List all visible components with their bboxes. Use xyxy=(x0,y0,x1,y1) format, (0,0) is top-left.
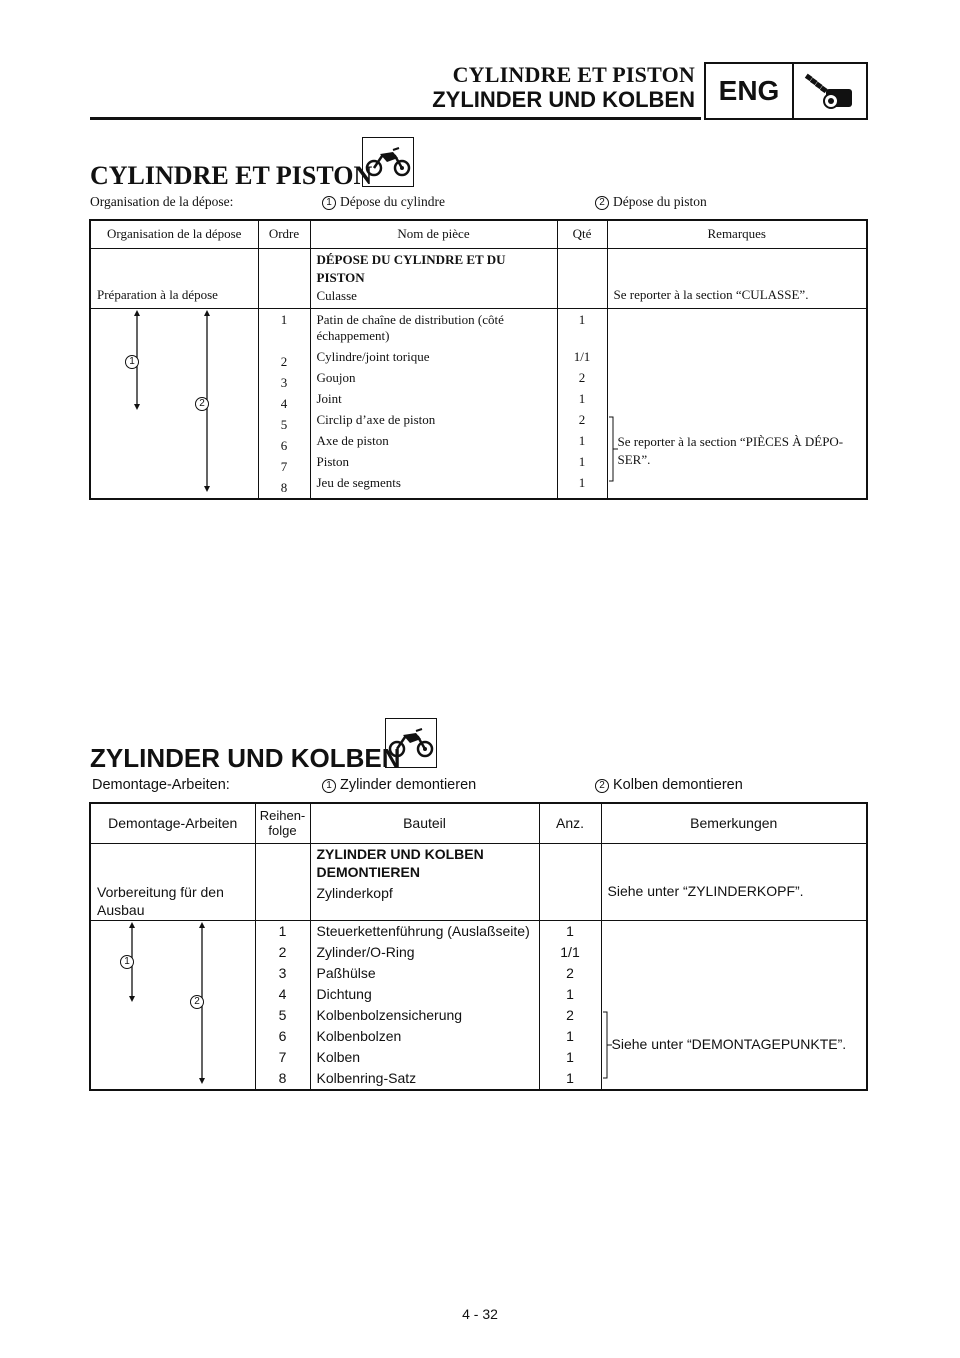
order-number: 1 xyxy=(280,311,288,327)
order-number: 5 xyxy=(278,1006,287,1023)
col-header-line: Reihen- xyxy=(259,808,306,824)
motorcycle-icon xyxy=(385,718,437,768)
qty-col xyxy=(539,920,601,1090)
part-name: Paßhülse xyxy=(316,964,376,981)
step-marker: 1 xyxy=(120,955,134,969)
org-step2-text: Kolben demontieren xyxy=(613,777,743,793)
order-number: 2 xyxy=(280,353,288,369)
col-header: Anz. xyxy=(539,803,601,843)
order-col xyxy=(255,920,310,1090)
step-arrows-cell xyxy=(90,920,255,1090)
part-name: Kolbenbolzensicherung xyxy=(316,1006,463,1023)
step-marker: 1 xyxy=(322,196,336,210)
order-col xyxy=(258,308,310,499)
part-name: Circlip d’axe de piston xyxy=(316,411,436,427)
page-number: 4 - 32 xyxy=(462,1306,498,1322)
org-step2-de xyxy=(595,777,743,793)
bracket-remark: Siehe unter “DEMONTAGEPUNKTE”. xyxy=(611,1035,847,1052)
quantity: 2 xyxy=(578,411,586,427)
prep-part-cell xyxy=(310,843,539,920)
remarks-col xyxy=(607,308,867,499)
section-title-fr: CYLINDRE ET PISTON xyxy=(90,161,373,190)
remark-bracket xyxy=(602,921,622,1089)
table-row-group xyxy=(90,920,867,1090)
col-header: Bauteil xyxy=(310,803,539,843)
step-marker: 2 xyxy=(595,779,609,793)
prep-label: Préparation à la dépose xyxy=(97,286,218,302)
part-name: Kolbenring-Satz xyxy=(316,1069,417,1086)
prep-part: Zylinderkopf xyxy=(316,884,393,901)
part-name: Axe de piston xyxy=(316,432,389,448)
quantity: 1 xyxy=(566,1069,574,1086)
col-header-line: folge xyxy=(268,823,297,839)
section-title-de: ZYLINDER UND KOLBEN xyxy=(90,743,401,773)
quantity: 1 xyxy=(566,985,574,1002)
prep-heading-line: PISTON xyxy=(316,269,365,285)
disassembly-table-de xyxy=(89,802,868,1091)
col-header xyxy=(255,803,310,843)
order-number: 8 xyxy=(278,1069,287,1086)
col-header: Qté xyxy=(557,220,607,248)
order-number: 4 xyxy=(280,395,288,411)
motorcycle-icon xyxy=(362,137,414,187)
quantity: 1/1 xyxy=(573,348,591,364)
header-title-fr: CYLINDRE ET PISTON xyxy=(452,62,695,87)
part-name: Jeu de segments xyxy=(316,474,401,490)
order-number: 6 xyxy=(280,437,288,453)
disassembly-table-fr xyxy=(89,219,868,500)
part-name: Steuerkettenführung (Auslaßseite) xyxy=(316,922,530,939)
remarks-col xyxy=(601,920,867,1090)
org-step1-de xyxy=(322,777,476,793)
order-number: 8 xyxy=(280,479,288,495)
order-number: 3 xyxy=(280,374,288,390)
org-step2-fr xyxy=(595,194,707,210)
step-arrows xyxy=(91,309,259,495)
section-badge xyxy=(704,62,868,120)
table-header-row xyxy=(90,803,867,843)
table-row xyxy=(90,843,867,920)
order-number: 7 xyxy=(280,458,288,474)
prep-heading-line: DÉPOSE DU CYLINDRE ET DU xyxy=(316,251,506,267)
prep-label-cell xyxy=(90,248,258,308)
table-header-row xyxy=(90,220,867,248)
part-name: Zylinder/O-Ring xyxy=(316,943,415,960)
quantity: 1 xyxy=(578,390,586,406)
order-number: 2 xyxy=(278,943,287,960)
order-number: 4 xyxy=(278,985,287,1002)
section-badge-label: ENG xyxy=(706,64,794,118)
col-header: Remarques xyxy=(607,220,867,248)
prep-heading-line: DEMONTIEREN xyxy=(316,863,420,880)
org-step2-text: Dépose du piston xyxy=(613,194,707,209)
part-name: Goujon xyxy=(316,369,356,385)
org-label-fr: Organisation de la dépose: xyxy=(90,194,234,209)
header-rule xyxy=(90,117,701,120)
quantity: 1 xyxy=(578,453,586,469)
part-name: échappement) xyxy=(316,327,390,343)
col-header: Nom de pièce xyxy=(310,220,557,248)
prep-remark: Siehe unter “ZYLINDERKOPF”. xyxy=(607,882,804,899)
step-marker: 1 xyxy=(322,779,336,793)
table-row-group xyxy=(90,308,867,499)
prep-label-line: Ausbau xyxy=(97,901,145,918)
order-number: 6 xyxy=(278,1027,287,1044)
step-marker: 2 xyxy=(190,995,204,1009)
part-name: Piston xyxy=(316,453,350,469)
order-number: 1 xyxy=(278,922,287,939)
quantity: 1 xyxy=(578,474,586,490)
part-name: Cylindre/joint torique xyxy=(316,348,430,364)
quantity: 1 xyxy=(566,1048,574,1065)
prep-part-cell xyxy=(310,248,557,308)
prep-label-cell xyxy=(90,843,255,920)
col-header: Demontage-Arbeiten xyxy=(90,803,255,843)
col-header: Ordre xyxy=(258,220,310,248)
org-step1-text: Zylinder demontieren xyxy=(340,777,477,793)
bracket-remark-line: Se reporter à la section “PIÈCES À DÉPO- xyxy=(617,433,844,449)
part-name: Dichtung xyxy=(316,985,372,1002)
quantity: 1 xyxy=(566,922,574,939)
part-name: Patin de chaîne de distribution (côté xyxy=(316,311,504,327)
col-header: Organisation de la dépose xyxy=(90,220,258,248)
order-number: 3 xyxy=(278,964,287,981)
qty-col xyxy=(557,308,607,499)
prep-remark: Se reporter à la section “CULASSE”. xyxy=(613,286,809,302)
prep-heading-line: ZYLINDER UND KOLBEN xyxy=(316,845,484,862)
step-marker: 2 xyxy=(195,397,209,411)
org-step1-text: Dépose du cylindre xyxy=(340,194,445,209)
step-arrows-cell xyxy=(90,308,258,499)
bracket-remark xyxy=(618,433,844,469)
part-name-col xyxy=(310,308,557,499)
prep-heading xyxy=(317,845,539,881)
part-name: Kolbenbolzen xyxy=(316,1027,402,1044)
prep-label xyxy=(97,883,224,919)
step-arrows xyxy=(91,921,256,1089)
part-name: Kolben xyxy=(316,1048,361,1065)
engine-tools-icon xyxy=(794,64,866,118)
table-row xyxy=(90,248,867,308)
col-header: Bemerkungen xyxy=(601,803,867,843)
bracket-remark-line: SER”. xyxy=(617,451,651,467)
order-number: 7 xyxy=(278,1048,287,1065)
quantity: 1 xyxy=(578,311,586,327)
quantity: 2 xyxy=(566,1006,574,1023)
order-number: 5 xyxy=(280,416,288,432)
prep-label-line: Vorbereitung für den xyxy=(97,883,224,900)
quantity: 2 xyxy=(566,964,574,981)
prep-part: Culasse xyxy=(316,287,357,303)
part-name: Joint xyxy=(316,390,342,406)
quantity: 2 xyxy=(578,369,586,385)
org-step1-fr xyxy=(322,194,445,210)
part-name-col xyxy=(310,920,539,1090)
header-title-de: ZYLINDER UND KOLBEN xyxy=(432,87,695,112)
quantity: 1 xyxy=(566,1027,574,1044)
step-marker: 2 xyxy=(595,196,609,210)
prep-heading xyxy=(317,251,557,287)
step-marker: 1 xyxy=(125,355,139,369)
org-label-de: Demontage-Arbeiten: xyxy=(92,777,230,793)
quantity: 1 xyxy=(578,432,586,448)
quantity: 1/1 xyxy=(560,943,580,960)
